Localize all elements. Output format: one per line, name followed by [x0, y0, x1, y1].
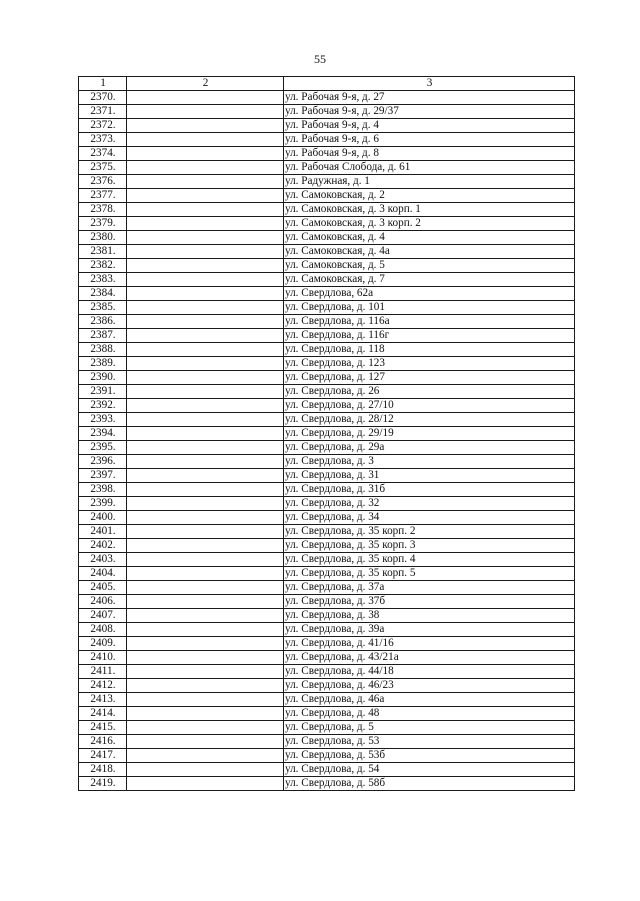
table-row [79, 147, 575, 161]
table-row [79, 469, 575, 483]
empty-cell [127, 539, 284, 553]
row-number: 2384. [79, 287, 127, 301]
table-row [79, 511, 575, 525]
address-cell: ул. Радужная, д. 1 [284, 175, 575, 189]
address-cell: ул. Самоковская, д. 3 корп. 1 [284, 203, 575, 217]
address-cell: ул. Рабочая 9-я, д. 6 [284, 133, 575, 147]
address-cell: ул. Свердлова, д. 28/12 [284, 413, 575, 427]
row-number: 2391. [79, 385, 127, 399]
row-number: 2378. [79, 203, 127, 217]
row-number: 2377. [79, 189, 127, 203]
row-number: 2380. [79, 231, 127, 245]
table-row [79, 693, 575, 707]
empty-cell [127, 301, 284, 315]
empty-cell [127, 567, 284, 581]
address-cell: ул. Свердлова, д. 29/19 [284, 427, 575, 441]
row-number: 2382. [79, 259, 127, 273]
row-number: 2416. [79, 735, 127, 749]
address-cell: ул. Свердлова, д. 34 [284, 511, 575, 525]
table-row [79, 581, 575, 595]
address-cell: ул. Свердлова, д. 118 [284, 343, 575, 357]
row-number: 2402. [79, 539, 127, 553]
table-row [79, 665, 575, 679]
table-row [79, 609, 575, 623]
empty-cell [127, 749, 284, 763]
table-row [79, 231, 575, 245]
address-cell: ул. Свердлова, д. 53б [284, 749, 575, 763]
empty-cell [127, 553, 284, 567]
address-cell: ул. Свердлова, д. 46а [284, 693, 575, 707]
empty-cell [127, 161, 284, 175]
row-number: 2389. [79, 357, 127, 371]
empty-cell [127, 777, 284, 791]
row-number: 2372. [79, 119, 127, 133]
row-number: 2404. [79, 567, 127, 581]
row-number: 2381. [79, 245, 127, 259]
empty-cell [127, 245, 284, 259]
empty-cell [127, 483, 284, 497]
empty-cell [127, 119, 284, 133]
table-row [79, 735, 575, 749]
table-row [79, 385, 575, 399]
table-row [79, 357, 575, 371]
address-cell: ул. Рабочая 9-я, д. 27 [284, 91, 575, 105]
address-cell: ул. Свердлова, д. 101 [284, 301, 575, 315]
row-number: 2392. [79, 399, 127, 413]
address-cell: ул. Рабочая 9-я, д. 8 [284, 147, 575, 161]
address-cell: ул. Самоковская, д. 4 [284, 231, 575, 245]
address-cell: ул. Свердлова, д. 116г [284, 329, 575, 343]
table-row [79, 161, 575, 175]
row-number: 2418. [79, 763, 127, 777]
table-row [79, 525, 575, 539]
address-cell: ул. Свердлова, д. 27/10 [284, 399, 575, 413]
row-number: 2383. [79, 273, 127, 287]
table-row [79, 483, 575, 497]
table-row [79, 371, 575, 385]
row-number: 2396. [79, 455, 127, 469]
table-row [79, 399, 575, 413]
table-row [79, 623, 575, 637]
address-cell: ул. Свердлова, д. 31 [284, 469, 575, 483]
table-row [79, 651, 575, 665]
empty-cell [127, 287, 284, 301]
empty-cell [127, 707, 284, 721]
row-number: 2410. [79, 651, 127, 665]
address-cell: ул. Свердлова, д. 35 корп. 3 [284, 539, 575, 553]
table-row [79, 245, 575, 259]
address-cell: ул. Рабочая Слобода, д. 61 [284, 161, 575, 175]
row-number: 2399. [79, 497, 127, 511]
row-number: 2405. [79, 581, 127, 595]
table-row [79, 539, 575, 553]
empty-cell [127, 399, 284, 413]
row-number: 2370. [79, 91, 127, 105]
empty-cell [127, 91, 284, 105]
row-number: 2407. [79, 609, 127, 623]
row-number: 2394. [79, 427, 127, 441]
row-number: 2390. [79, 371, 127, 385]
table-row [79, 413, 575, 427]
table-row [79, 189, 575, 203]
table-row [79, 259, 575, 273]
column-header-district: 2 [127, 77, 284, 91]
empty-cell [127, 735, 284, 749]
address-cell: ул. Свердлова, д. 37б [284, 595, 575, 609]
empty-cell [127, 203, 284, 217]
address-cell: ул. Рабочая 9-я, д. 29/37 [284, 105, 575, 119]
row-number: 2417. [79, 749, 127, 763]
empty-cell [127, 147, 284, 161]
row-number: 2385. [79, 301, 127, 315]
table-row [79, 91, 575, 105]
address-cell: ул. Свердлова, д. 35 корп. 2 [284, 525, 575, 539]
row-number: 2371. [79, 105, 127, 119]
row-number: 2414. [79, 707, 127, 721]
table-row [79, 217, 575, 231]
address-cell: ул. Свердлова, д. 58б [284, 777, 575, 791]
row-number: 2403. [79, 553, 127, 567]
address-cell: ул. Самоковская, д. 2 [284, 189, 575, 203]
address-cell: ул. Свердлова, д. 127 [284, 371, 575, 385]
address-cell: ул. Свердлова, д. 38 [284, 609, 575, 623]
empty-cell [127, 231, 284, 245]
empty-cell [127, 651, 284, 665]
address-cell: ул. Свердлова, д. 44/18 [284, 665, 575, 679]
empty-cell [127, 217, 284, 231]
address-cell: ул. Самоковская, д. 5 [284, 259, 575, 273]
empty-cell [127, 329, 284, 343]
table-row [79, 595, 575, 609]
row-number: 2398. [79, 483, 127, 497]
address-cell: ул. Свердлова, д. 26 [284, 385, 575, 399]
page-number: 55 [314, 52, 326, 66]
table-row [79, 315, 575, 329]
empty-cell [127, 609, 284, 623]
empty-cell [127, 525, 284, 539]
table-row [79, 721, 575, 735]
empty-cell [127, 679, 284, 693]
table-row [79, 329, 575, 343]
empty-cell [127, 105, 284, 119]
table-row [79, 553, 575, 567]
empty-cell [127, 357, 284, 371]
row-number: 2374. [79, 147, 127, 161]
row-number: 2412. [79, 679, 127, 693]
table-row [79, 749, 575, 763]
row-number: 2388. [79, 343, 127, 357]
row-number: 2411. [79, 665, 127, 679]
table-row [79, 441, 575, 455]
address-cell: ул. Свердлова, д. 48 [284, 707, 575, 721]
table-row [79, 133, 575, 147]
address-table [78, 76, 575, 791]
table-row [79, 455, 575, 469]
table-row [79, 343, 575, 357]
row-number: 2409. [79, 637, 127, 651]
table-row [79, 175, 575, 189]
table-row [79, 763, 575, 777]
empty-cell [127, 315, 284, 329]
empty-cell [127, 721, 284, 735]
empty-cell [127, 497, 284, 511]
empty-cell [127, 343, 284, 357]
row-number: 2397. [79, 469, 127, 483]
empty-cell [127, 385, 284, 399]
column-header-address: 3 [284, 77, 575, 91]
row-number: 2375. [79, 161, 127, 175]
row-number: 2393. [79, 413, 127, 427]
address-cell: ул. Рабочая 9-я, д. 4 [284, 119, 575, 133]
empty-cell [127, 469, 284, 483]
address-cell: ул. Свердлова, д. 46/23 [284, 679, 575, 693]
table-header-row [79, 77, 575, 91]
empty-cell [127, 623, 284, 637]
table-row [79, 497, 575, 511]
table-row [79, 777, 575, 791]
address-cell: ул. Свердлова, д. 43/21а [284, 651, 575, 665]
address-cell: ул. Свердлова, д. 5 [284, 721, 575, 735]
empty-cell [127, 273, 284, 287]
row-number: 2387. [79, 329, 127, 343]
empty-cell [127, 175, 284, 189]
empty-cell [127, 595, 284, 609]
row-number: 2386. [79, 315, 127, 329]
row-number: 2406. [79, 595, 127, 609]
empty-cell [127, 455, 284, 469]
empty-cell [127, 763, 284, 777]
table-row [79, 203, 575, 217]
row-number: 2395. [79, 441, 127, 455]
row-number: 2373. [79, 133, 127, 147]
address-cell: ул. Свердлова, д. 32 [284, 497, 575, 511]
row-number: 2376. [79, 175, 127, 189]
column-header-number: 1 [79, 77, 127, 91]
row-number: 2413. [79, 693, 127, 707]
address-cell: ул. Свердлова, д. 3 [284, 455, 575, 469]
table-row [79, 119, 575, 133]
row-number: 2415. [79, 721, 127, 735]
empty-cell [127, 511, 284, 525]
empty-cell [127, 581, 284, 595]
empty-cell [127, 371, 284, 385]
address-cell: ул. Свердлова, 62а [284, 287, 575, 301]
row-number: 2401. [79, 525, 127, 539]
address-cell: ул. Свердлова, д. 39а [284, 623, 575, 637]
empty-cell [127, 413, 284, 427]
table-row [79, 707, 575, 721]
row-number: 2408. [79, 623, 127, 637]
address-cell: ул. Свердлова, д. 116а [284, 315, 575, 329]
address-cell: ул. Свердлова, д. 35 корп. 5 [284, 567, 575, 581]
table-row [79, 301, 575, 315]
table-row [79, 105, 575, 119]
empty-cell [127, 189, 284, 203]
address-cell: ул. Свердлова, д. 53 [284, 735, 575, 749]
empty-cell [127, 637, 284, 651]
address-cell: ул. Самоковская, д. 7 [284, 273, 575, 287]
empty-cell [127, 441, 284, 455]
row-number: 2400. [79, 511, 127, 525]
row-number: 2419. [79, 777, 127, 791]
address-cell: ул. Самоковская, д. 3 корп. 2 [284, 217, 575, 231]
address-cell: ул. Свердлова, д. 54 [284, 763, 575, 777]
empty-cell [127, 133, 284, 147]
table-body [79, 91, 575, 791]
address-cell: ул. Свердлова, д. 35 корп. 4 [284, 553, 575, 567]
empty-cell [127, 427, 284, 441]
address-cell: ул. Самоковская, д. 4а [284, 245, 575, 259]
row-number: 2379. [79, 217, 127, 231]
table-row [79, 679, 575, 693]
table-row [79, 273, 575, 287]
empty-cell [127, 693, 284, 707]
table-row [79, 567, 575, 581]
table-row [79, 287, 575, 301]
address-cell: ул. Свердлова, д. 123 [284, 357, 575, 371]
address-cell: ул. Свердлова, д. 41/16 [284, 637, 575, 651]
empty-cell [127, 665, 284, 679]
address-cell: ул. Свердлова, д. 37а [284, 581, 575, 595]
table-row [79, 637, 575, 651]
table-row [79, 427, 575, 441]
address-cell: ул. Свердлова, д. 31б [284, 483, 575, 497]
address-cell: ул. Свердлова, д. 29а [284, 441, 575, 455]
empty-cell [127, 259, 284, 273]
